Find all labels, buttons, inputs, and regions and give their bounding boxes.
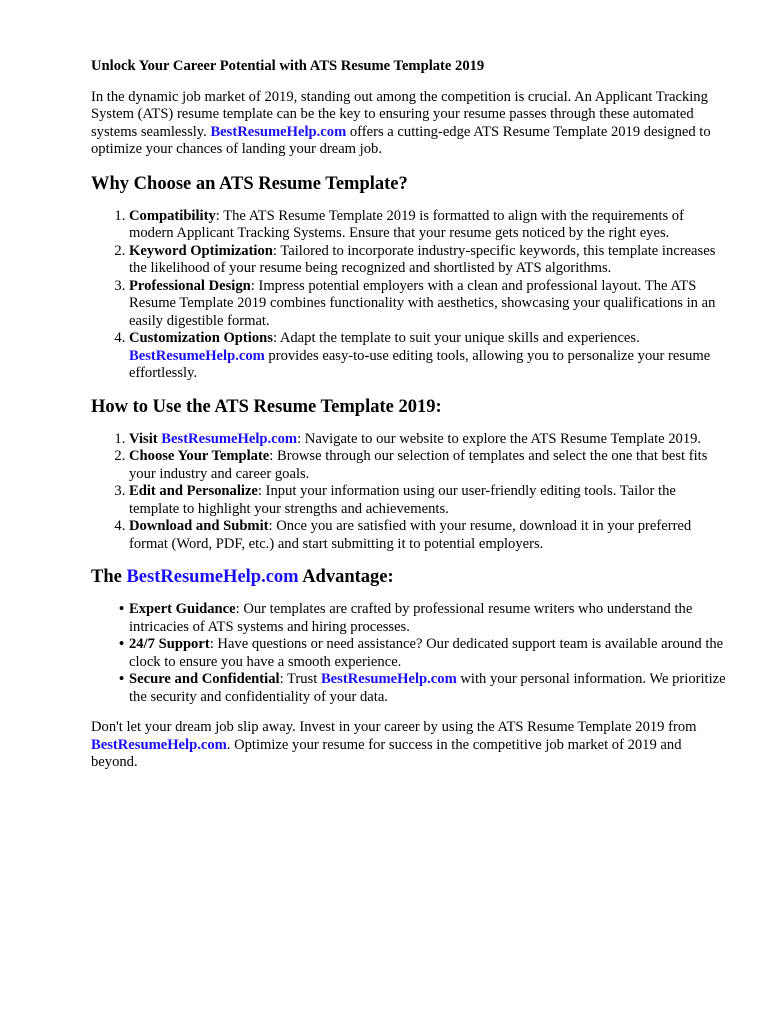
howto-heading: How to Use the ATS Resume Template 2019:: [91, 396, 442, 417]
why-heading: Why Choose an ATS Resume Template?: [91, 173, 408, 194]
item-label: 24/7 Support: [129, 636, 210, 652]
item-text: : Adapt the template to suit your unique skills and experiences.: [272, 330, 640, 346]
item-label: Secure and Confidential: [129, 671, 280, 687]
howto-list: [91, 431, 728, 554]
item-text: : The ATS Resume Template 2019 is formatted to align with the requirements of modern Applicant Tracking Systems. Ensure that your resume gets noticed by the right eyes.: [129, 207, 684, 241]
list-item: [129, 330, 728, 383]
item-text: : Trust: [279, 671, 321, 687]
intro-text-after: offers a cutting-edge ATS Resume Template 2019 designed to optimize your chances of landing your dream job.: [91, 123, 711, 157]
item-label: Visit: [129, 430, 162, 447]
item-label: Expert Guidance: [129, 601, 236, 617]
item-label: Customization Options: [129, 330, 273, 346]
list-item: [129, 208, 728, 243]
item-text-after: with your personal information. We prioritize the security and confidentiality of your data.: [129, 671, 726, 705]
item-label: Download and Submit: [129, 518, 269, 534]
item-text-after: provides easy-to-use editing tools, allowing you to personalize your resume effortlessly.: [129, 347, 711, 381]
brand-link[interactable]: BestResumeHelp.com: [91, 736, 227, 753]
brand-link[interactable]: BestResumeHelp.com: [126, 567, 299, 587]
list-item: [129, 278, 728, 331]
advantage-list: [91, 601, 728, 706]
list-item: [129, 431, 728, 449]
item-text: : Impress potential employers with a clean and professional layout. The ATS Resume Template 2019 combines functionality with aesthetics, showcasing your qualifications in an easily digestible format.: [129, 277, 716, 329]
outro-paragraph: [91, 719, 728, 772]
heading-text-before: The: [91, 567, 127, 587]
brand-link[interactable]: BestResumeHelp.com: [320, 671, 457, 687]
item-label: Professional Design: [129, 277, 251, 294]
outro-text-before: Don't let your dream job slip away. Invest in your career by using the ATS Resume Template 2019 from: [91, 719, 697, 735]
intro-text-before: In the dynamic job market of 2019, standing out among the competition is crucial. An Applicant Tracking System (ATS) resume template can be the key to ensuring your resume passes through these automated systems seamlessly.: [91, 88, 708, 140]
brand-link[interactable]: BestResumeHelp.com: [129, 347, 265, 364]
list-item: [129, 448, 728, 483]
item-label: Compatibility: [129, 207, 216, 224]
item-text: : Once you are satisfied with your resume, download it in your preferred format (Word, PDF, etc.) and start submitting it to potential employers.: [129, 518, 692, 552]
outro-text-after: . Optimize your resume for success in the competitive job market of 2019 and beyond.: [91, 736, 682, 770]
item-label: Edit and Personalize: [129, 483, 258, 499]
list-item: [129, 671, 728, 706]
advantage-heading: [91, 566, 728, 588]
list-item: [129, 601, 728, 636]
item-text: : Navigate to our website to explore the ATS Resume Template 2019.: [297, 430, 702, 447]
heading-text-after: Advantage:: [298, 567, 394, 587]
item-text: : Our templates are crafted by professional resume writers who understand the intricacies of ATS systems and hiring processes.: [129, 601, 693, 635]
item-label: Keyword Optimization: [129, 242, 273, 259]
item-text: : Input your information using our user-friendly editing tools. Tailor the template to highlight your strengths and achievements.: [129, 483, 676, 517]
document-title: Unlock Your Career Potential with ATS Resume Template 2019: [91, 58, 485, 74]
item-text: : Tailored to incorporate industry-specific keywords, this template increases the likelihood of your resume being recognized and shortlisted by ATS algorithms.: [129, 242, 716, 276]
item-text: : Have questions or need assistance? Our dedicated support team is available around the clock to ensure you have a smooth experience.: [129, 636, 724, 670]
item-label: Choose Your Template: [129, 448, 270, 464]
list-item: [129, 483, 728, 518]
item-text: : Browse through our selection of templates and select the one that best fits your industry and career goals.: [129, 448, 708, 482]
brand-link[interactable]: BestResumeHelp.com: [161, 430, 298, 447]
list-item: [129, 636, 728, 671]
intro-paragraph: [91, 89, 728, 159]
list-item: [129, 243, 728, 278]
list-item: [129, 518, 728, 553]
brand-link[interactable]: BestResumeHelp.com: [210, 123, 347, 140]
why-list: [91, 208, 728, 383]
